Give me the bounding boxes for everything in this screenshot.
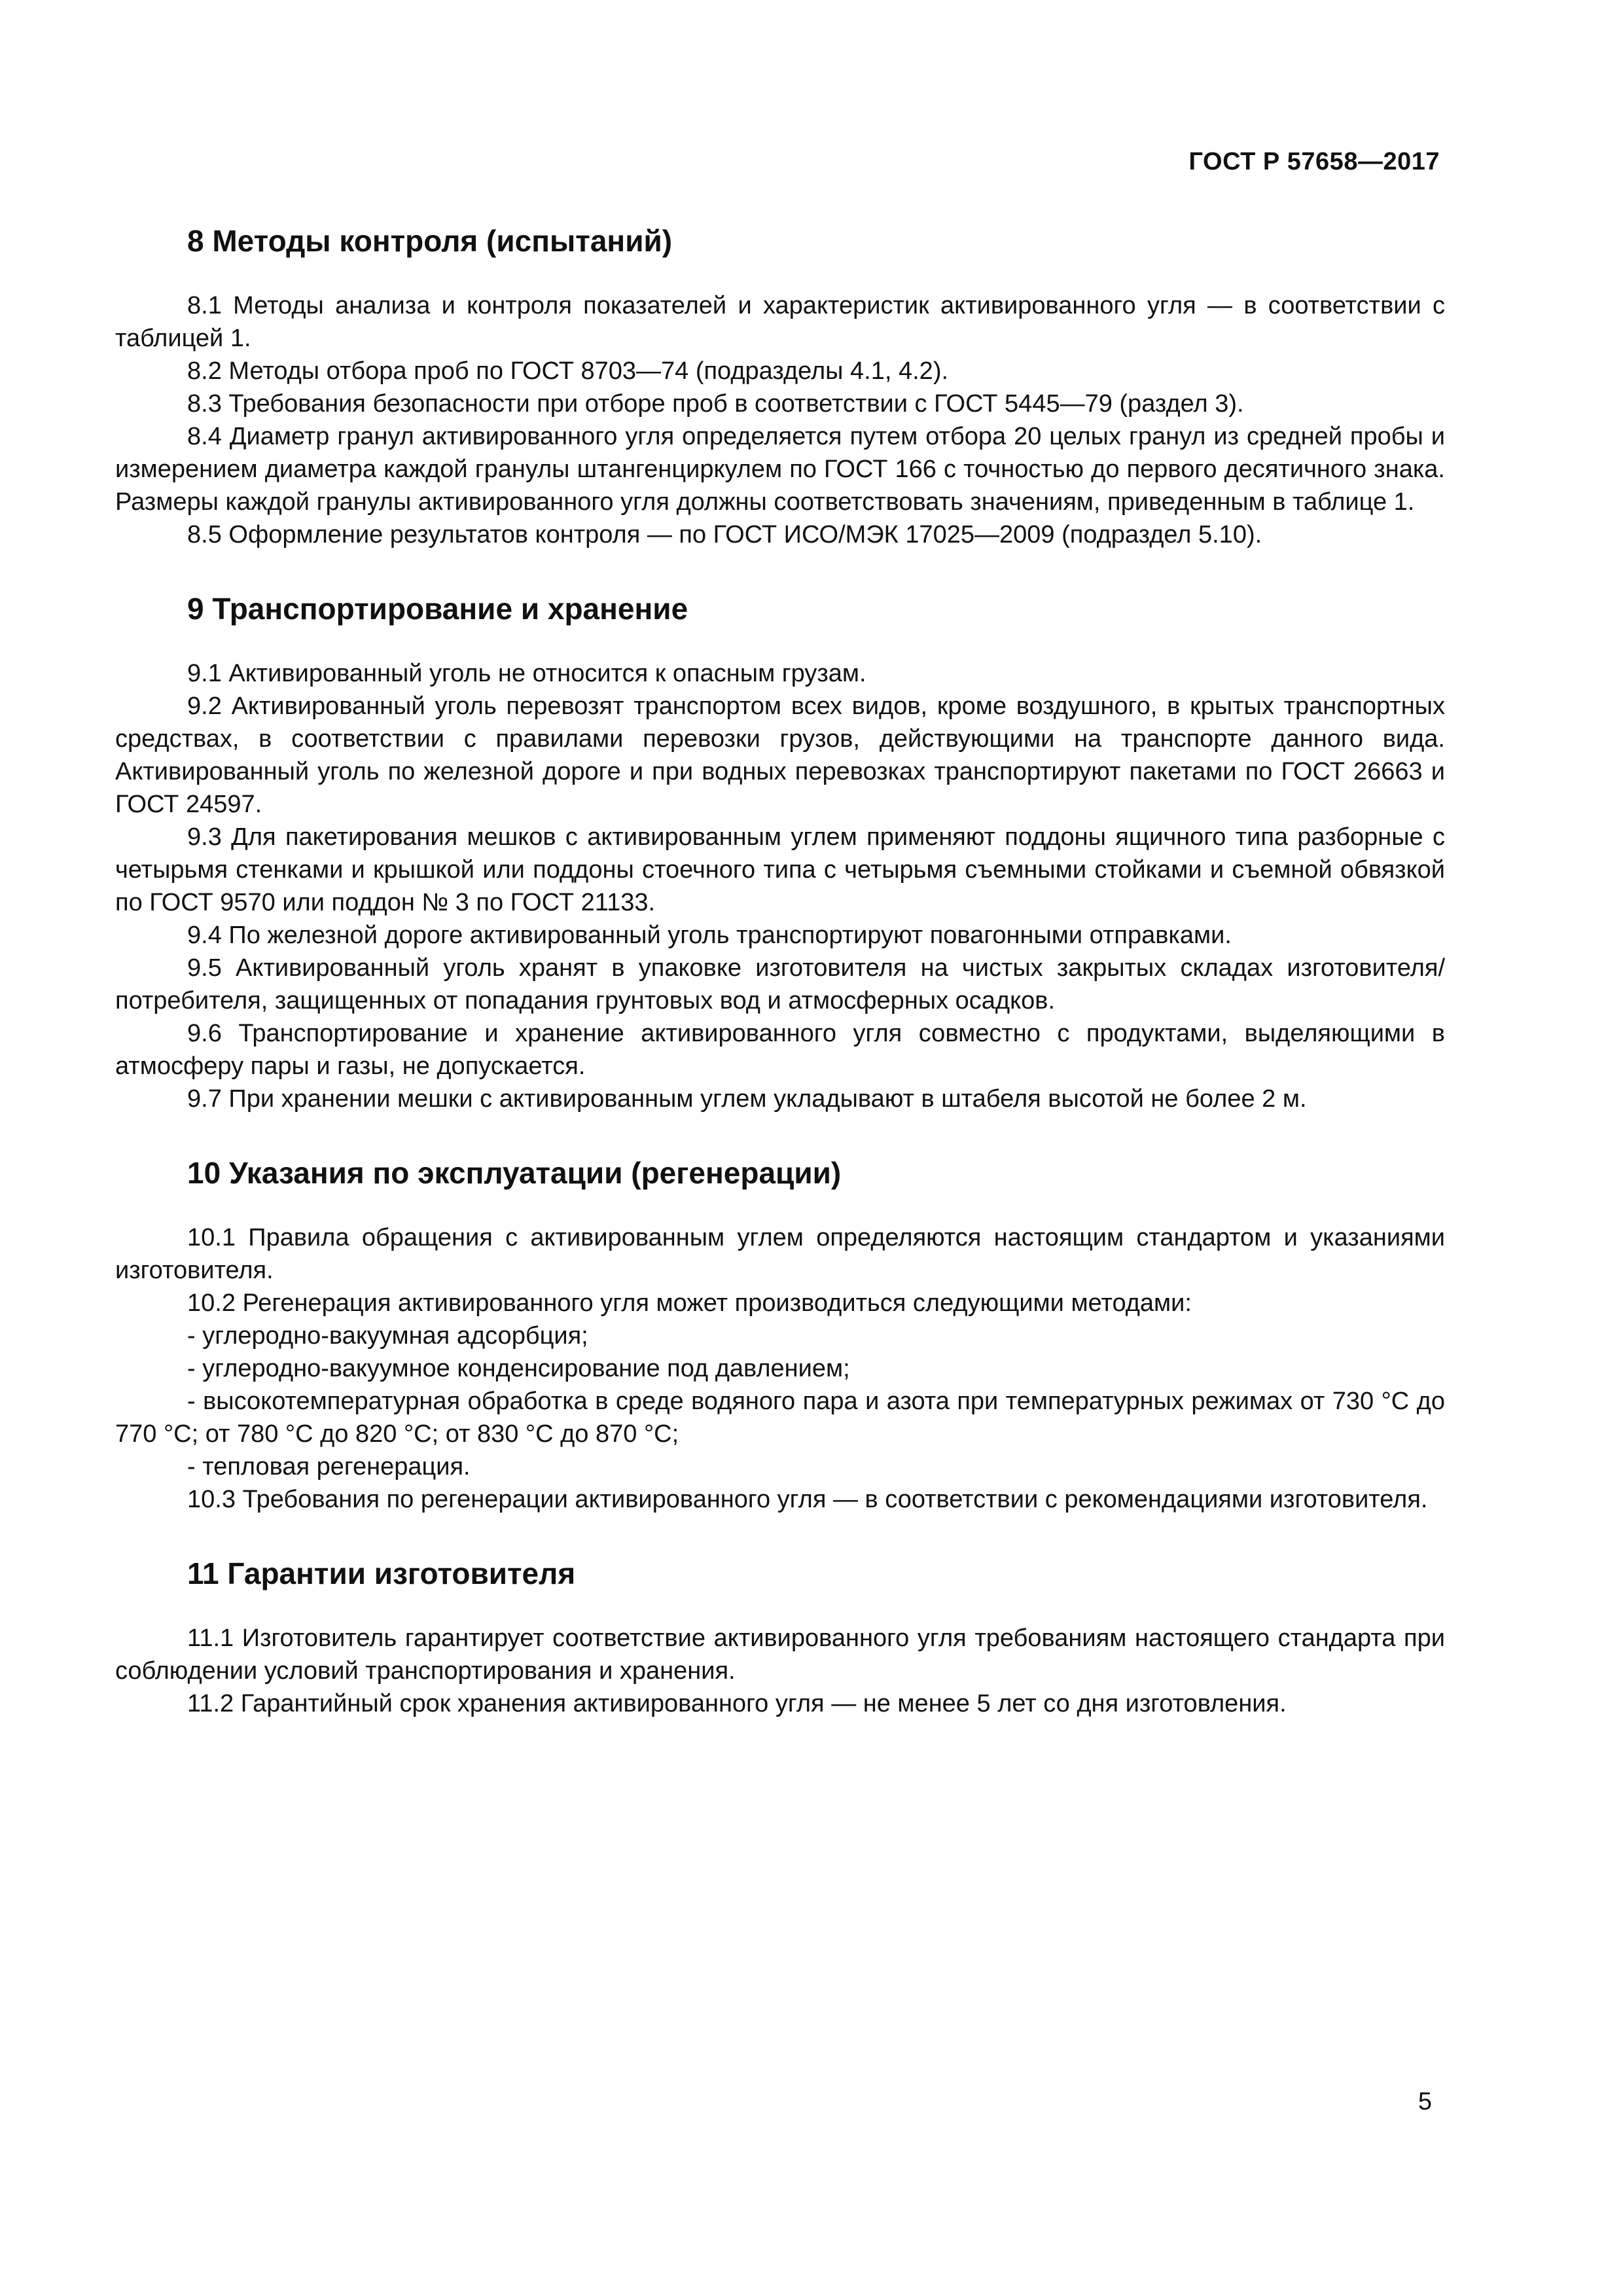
- paragraph-10-2: 10.2 Регенерация активированного угля может производиться следующими методами:: [187, 1289, 1192, 1317]
- page-number: 5: [1418, 2088, 1432, 2115]
- section-title: 10 Указания по эксплуатации (регенерации): [187, 1156, 842, 1190]
- section-9-transport-storage: [115, 589, 1445, 1115]
- paragraph-11-1: 11.1 Изготовитель гарантирует соответствие активированного угля требованиям настоящего стандарта при соблюдении условий транспортирования и хранения.: [115, 1624, 1445, 1685]
- paragraph-9-5: 9.5 Активированный уголь хранят в упаковке изготовителя на чистых закрытых складах изготовителя/потребителя, защищенных от попадания грунтовых вод и атмосферных осадков.: [115, 954, 1445, 1014]
- list-item: - углеродно-вакуумная адсорбция;: [187, 1322, 588, 1350]
- list-item: - высокотемпературная обработка в среде водяного пара и азота при температурных режимах от 730 °С до 770 °С; от 780 °С до 820 °С; от 830 °С до 870 °С;: [115, 1388, 1445, 1448]
- paragraph-9-4: 9.4 По железной дороге активированный уголь транспортируют повагонными отправками.: [187, 922, 1232, 949]
- section-11-manufacturer-warranty: [115, 1554, 1445, 1720]
- paragraph-9-6: 9.6 Транспортирование и хранение активированного угля совместно с продуктами, выделяющими в атмосферу пары и газы, не допускается.: [115, 1020, 1445, 1080]
- section-title: 8 Методы контроля (испытаний): [187, 224, 673, 258]
- paragraph-11-2: 11.2 Гарантийный срок хранения активированного угля — не менее 5 лет со дня изготовления.: [187, 1690, 1287, 1717]
- section-title: 9 Транспортирование и хранение: [187, 592, 688, 626]
- document-body: [115, 221, 1445, 1720]
- paragraph-9-7: 9.7 При хранении мешки с активированным углем укладывают в штабеля высотой не более 2 м.: [187, 1085, 1307, 1113]
- paragraph-8-5: 8.5 Оформление результатов контроля — по ГОСТ ИСО/МЭК 17025—2009 (подраздел 5.10).: [187, 521, 1262, 548]
- paragraph-8-4: 8.4 Диаметр гранул активированного угля определяется путем отбора 20 целых гранул из средней пробы и измерением диаметра каждой гранулы штангенциркулем по ГОСТ 166 с точностью до первого десятичного знака. Размеры каждой гранулы активированного угля должны соответствовать значениям, приведенным в таблице 1.: [115, 423, 1445, 516]
- document-code-header: ГОСТ Р 57658—2017: [1188, 148, 1440, 175]
- section-title: 11 Гарантии изготовителя: [187, 1556, 576, 1590]
- paragraph-9-2: 9.2 Активированный уголь перевозят транспортом всех видов, кроме воздушного, в крытых транспортных средствах, в соответствии с правилами перевозки грузов, действующими на транспорте данного вида. Активированный уголь по железной дороге и при водных перевозках транспортируют пакетами по ГОСТ 26663 и ГОСТ 24597.: [115, 692, 1445, 818]
- paragraph-8-2: 8.2 Методы отбора проб по ГОСТ 8703—74 (подразделы 4.1, 4.2).: [187, 357, 949, 385]
- list-item: - тепловая регенерация.: [187, 1453, 471, 1480]
- paragraph-9-3: 9.3 Для пакетирования мешков с активированным углем применяют поддоны ящичного типа разборные с четырьмя стенками и крышкой или поддоны стоечного типа с четырьмя съемными стойками и съемной обвязкой по ГОСТ 9570 или поддон № 3 по ГОСТ 21133.: [115, 823, 1445, 916]
- section-10-operation-regeneration: [115, 1153, 1445, 1516]
- paragraph-10-3: 10.3 Требования по регенерации активированного угля — в соответствии с рекомендациями изготовителя.: [187, 1486, 1428, 1513]
- section-8-test-methods: [115, 221, 1445, 551]
- paragraph-10-1: 10.1 Правила обращения с активированным углем определяются настоящим стандартом и указаниями изготовителя.: [115, 1224, 1445, 1284]
- paragraph-8-3: 8.3 Требования безопасности при отборе проб в соответствии с ГОСТ 5445—79 (раздел 3).: [187, 390, 1244, 418]
- paragraph-9-1: 9.1 Активированный уголь не относится к опасным грузам.: [187, 660, 866, 687]
- paragraph-8-1: 8.1 Методы анализа и контроля показателей и характеристик активированного угля — в соответствии с таблицей 1.: [115, 292, 1445, 352]
- list-item: - углеродно-вакуумное конденсирование под давлением;: [187, 1355, 850, 1382]
